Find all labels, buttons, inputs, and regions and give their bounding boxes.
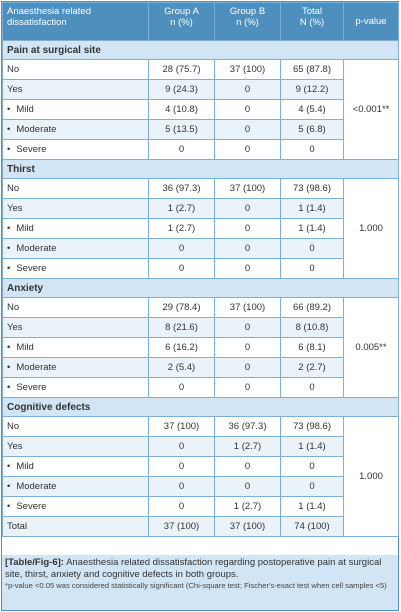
header-group-b: Group B n (%) [215, 3, 281, 41]
bullet-icon: • [7, 501, 11, 512]
table-row [3, 120, 399, 140]
section-row [3, 160, 399, 179]
pvalue-cell: 1.000 [344, 179, 399, 279]
cell-total: 74 (100) [281, 517, 344, 537]
row-label: • Moderate [3, 477, 149, 497]
table-row [3, 239, 399, 259]
caption-ref: [Table/Fig-6]: [5, 557, 64, 568]
cell-group-b: 37 (100) [215, 60, 281, 80]
cell-total: 66 (89.2) [281, 298, 344, 318]
bullet-icon: • [7, 382, 11, 393]
cell-group-a: 0 [149, 378, 215, 398]
cell-total: 5 (6.8) [281, 120, 344, 140]
caption-note: *p-value <0.05 was considered statistically significant (Chi-square test; Fischer's-exact test when cell samples <5) [5, 581, 387, 590]
row-label: • Mild [3, 219, 149, 239]
row-label: Yes [3, 318, 149, 338]
cell-total: 0 [281, 259, 344, 279]
cell-group-a: 1 (2.7) [149, 199, 215, 219]
table-row [3, 378, 399, 398]
bullet-icon: • [7, 461, 11, 472]
cell-total: 0 [281, 457, 344, 477]
cell-group-b: 0 [215, 199, 281, 219]
cell-group-a: 0 [149, 457, 215, 477]
row-label: No [3, 60, 149, 80]
bullet-icon: • [7, 362, 11, 373]
table-body [3, 41, 399, 537]
bullet-icon: • [7, 223, 11, 234]
cell-group-a: 0 [149, 259, 215, 279]
cell-group-b: 0 [215, 338, 281, 358]
cell-group-a: 36 (97.3) [149, 179, 215, 199]
cell-total: 1 (1.4) [281, 497, 344, 517]
cell-group-b: 36 (97.3) [215, 417, 281, 437]
table-row [3, 437, 399, 457]
cell-group-a: 0 [149, 140, 215, 160]
row-label: • Moderate [3, 358, 149, 378]
cell-group-a: 37 (100) [149, 517, 215, 537]
cell-total: 8 (10.8) [281, 318, 344, 338]
cell-group-a: 28 (75.7) [149, 60, 215, 80]
table-row [3, 140, 399, 160]
cell-total: 1 (1.4) [281, 199, 344, 219]
row-label: • Mild [3, 457, 149, 477]
row-label: Total [3, 517, 149, 537]
cell-total: 0 [281, 378, 344, 398]
cell-group-b: 37 (100) [215, 298, 281, 318]
cell-group-a: 6 (16.2) [149, 338, 215, 358]
cell-total: 73 (98.6) [281, 417, 344, 437]
row-label: • Mild [3, 100, 149, 120]
cell-group-a: 8 (21.6) [149, 318, 215, 338]
row-label: • Severe [3, 140, 149, 160]
section-row [3, 41, 399, 60]
cell-group-b: 1 (2.7) [215, 497, 281, 517]
header-label: Anaesthesia related dissatisfaction [3, 3, 149, 41]
section-title: Pain at surgical site [3, 41, 399, 60]
header-row [3, 3, 399, 41]
row-label: • Severe [3, 497, 149, 517]
cell-group-b: 0 [215, 120, 281, 140]
table-row [3, 199, 399, 219]
table-row [3, 100, 399, 120]
cell-group-b: 0 [215, 259, 281, 279]
section-title: Cognitive defects [3, 398, 399, 417]
cell-group-a: 5 (13.5) [149, 120, 215, 140]
pvalue-cell: <0.001** [344, 60, 399, 160]
cell-group-b: 0 [215, 457, 281, 477]
cell-group-a: 9 (24.3) [149, 80, 215, 100]
table-row [3, 219, 399, 239]
header-group-a: Group A n (%) [149, 3, 215, 41]
pvalue-cell: 1.000 [344, 417, 399, 537]
table-caption [2, 555, 398, 610]
cell-group-a: 0 [149, 239, 215, 259]
cell-group-a: 2 (5.4) [149, 358, 215, 378]
cell-group-a: 29 (78.4) [149, 298, 215, 318]
row-label: Yes [3, 199, 149, 219]
table-row [3, 179, 399, 199]
row-label: • Severe [3, 378, 149, 398]
table-row [3, 417, 399, 437]
cell-group-a: 0 [149, 497, 215, 517]
table-row [3, 259, 399, 279]
table-row [3, 318, 399, 338]
row-label: No [3, 417, 149, 437]
table-row [3, 358, 399, 378]
bullet-icon: • [7, 124, 11, 135]
cell-group-b: 0 [215, 219, 281, 239]
bullet-icon: • [7, 481, 11, 492]
bullet-icon: • [7, 104, 11, 115]
cell-group-a: 37 (100) [149, 417, 215, 437]
pvalue-cell: 0.005** [344, 298, 399, 398]
cell-total: 2 (2.7) [281, 358, 344, 378]
section-title: Anxiety [3, 279, 399, 298]
section-title: Thirst [3, 160, 399, 179]
cell-group-b: 37 (100) [215, 517, 281, 537]
row-label: Yes [3, 437, 149, 457]
cell-group-b: 1 (2.7) [215, 437, 281, 457]
cell-group-b: 0 [215, 140, 281, 160]
cell-group-a: 1 (2.7) [149, 219, 215, 239]
table-row [3, 497, 399, 517]
cell-total: 6 (8.1) [281, 338, 344, 358]
cell-group-b: 0 [215, 80, 281, 100]
bullet-icon: • [7, 342, 11, 353]
table-row [3, 457, 399, 477]
header-total: Total N (%) [281, 3, 344, 41]
cell-total: 0 [281, 477, 344, 497]
table-row [3, 60, 399, 80]
table-row [3, 517, 399, 537]
table-row [3, 338, 399, 358]
cell-total: 0 [281, 239, 344, 259]
row-label: • Moderate [3, 239, 149, 259]
table-row [3, 298, 399, 318]
bullet-icon: • [7, 243, 11, 254]
caption-text: [Table/Fig-6]: Anaesthesia related dissatisfaction regarding postoperative pain at surgical site, thirst, anxiety and cognitive defects in both groups. [5, 557, 382, 580]
cell-total: 9 (12.2) [281, 80, 344, 100]
row-label: No [3, 179, 149, 199]
header-pvalue: p-value [344, 3, 399, 41]
cell-group-a: 0 [149, 477, 215, 497]
table-row [3, 477, 399, 497]
cell-group-a: 4 (10.8) [149, 100, 215, 120]
cell-group-b: 0 [215, 378, 281, 398]
row-label: No [3, 298, 149, 318]
cell-total: 0 [281, 140, 344, 160]
table-figure [1, 1, 399, 611]
table-row [3, 80, 399, 100]
cell-group-b: 0 [215, 100, 281, 120]
row-label: • Moderate [3, 120, 149, 140]
row-label: • Mild [3, 338, 149, 358]
cell-total: 4 (5.4) [281, 100, 344, 120]
cell-total: 73 (98.6) [281, 179, 344, 199]
cell-total: 1 (1.4) [281, 219, 344, 239]
cell-group-b: 0 [215, 358, 281, 378]
bullet-icon: • [7, 144, 11, 155]
bullet-icon: • [7, 263, 11, 274]
cell-group-b: 0 [215, 318, 281, 338]
cell-total: 1 (1.4) [281, 437, 344, 457]
cell-total: 65 (87.8) [281, 60, 344, 80]
row-label: Yes [3, 80, 149, 100]
cell-group-a: 0 [149, 437, 215, 457]
section-row [3, 279, 399, 298]
section-row [3, 398, 399, 417]
cell-group-b: 37 (100) [215, 179, 281, 199]
cell-group-b: 0 [215, 477, 281, 497]
cell-group-b: 0 [215, 239, 281, 259]
dissatisfaction-table [2, 2, 399, 537]
row-label: • Severe [3, 259, 149, 279]
